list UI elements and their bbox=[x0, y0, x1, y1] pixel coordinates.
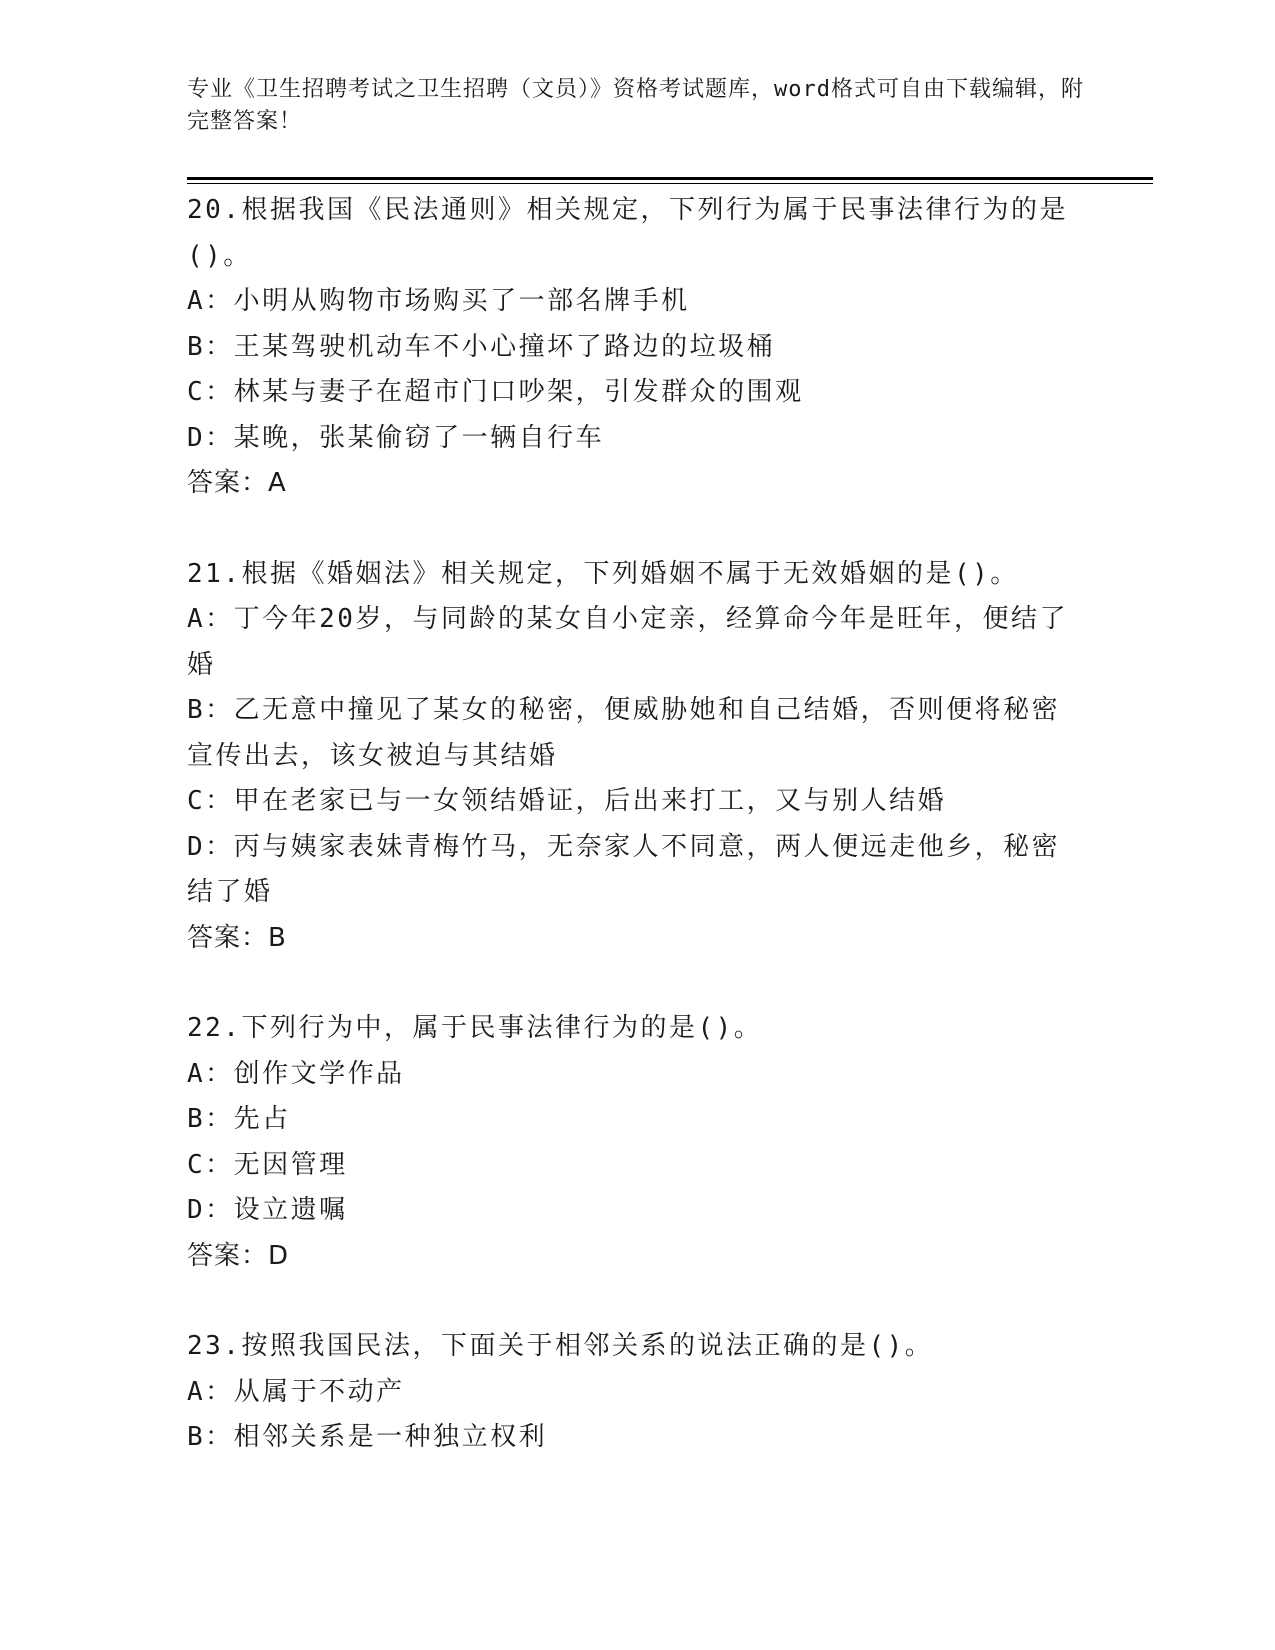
question-20 bbox=[187, 188, 1087, 507]
answer-line: 答案：B bbox=[187, 922, 287, 953]
header-rule-thick bbox=[187, 177, 1153, 180]
option-a: A：创作文学作品 bbox=[187, 1058, 405, 1089]
answer-line: 答案：A bbox=[187, 468, 287, 498]
question-stem: 23.按照我国民法，下面关于相邻关系的说法正确的是()。 bbox=[187, 1331, 934, 1361]
option-b: B：相邻关系是一种独立权利 bbox=[187, 1422, 548, 1452]
option-d: D：设立遗嘱 bbox=[187, 1195, 348, 1225]
question-stem: 21.根据《婚姻法》相关规定，下列婚姻不属于无效婚姻的是()。 bbox=[187, 558, 1019, 589]
document-header: 专业《卫生招聘考试之卫生招聘（文员）》资格考试题库，word格式可自由下载编辑，附完整答案！ bbox=[187, 77, 1084, 134]
option-d: D：某晚，张某偷窃了一辆自行车 bbox=[187, 422, 605, 453]
option-c: C：无因管理 bbox=[187, 1149, 348, 1180]
option-b: B：乙无意中撞见了某女的秘密，便威胁她和自己结婚，否则便将秘密宣传出去，该女被迫与其结婚 bbox=[187, 695, 1061, 771]
question-stem: 20.根据我国《民法通则》相关规定，下列行为属于民事法律行为的是()。 bbox=[187, 195, 1068, 271]
question-stem: 22.下列行为中，属于民事法律行为的是()。 bbox=[187, 1013, 763, 1043]
option-a: A：从属于不动产 bbox=[187, 1376, 405, 1407]
option-a: A：丁今年20岁，与同龄的某女自小定亲，经算命今年是旺年，便结了婚 bbox=[187, 604, 1068, 680]
answer-line: 答案：D bbox=[187, 1240, 290, 1271]
option-c: C：甲在老家已与一女领结婚证，后出来打工，又与别人结婚 bbox=[187, 786, 947, 816]
question-22 bbox=[187, 1006, 1087, 1279]
option-b: B：先占 bbox=[187, 1104, 291, 1134]
option-c: C：林某与妻子在超市门口吵架，引发群众的围观 bbox=[187, 377, 804, 407]
header-rule-thin bbox=[187, 183, 1153, 184]
option-b: B：王某驾驶机动车不小心撞坏了路边的垃圾桶 bbox=[187, 331, 776, 362]
option-d: D：丙与姨家表妹青梅竹马，无奈家人不同意，两人便远走他乡，秘密结了婚 bbox=[187, 831, 1061, 907]
question-23 bbox=[187, 1324, 1087, 1461]
option-a: A：小明从购物市场购买了一部名牌手机 bbox=[187, 286, 690, 316]
question-list bbox=[187, 188, 1087, 1506]
question-21 bbox=[187, 552, 1087, 962]
